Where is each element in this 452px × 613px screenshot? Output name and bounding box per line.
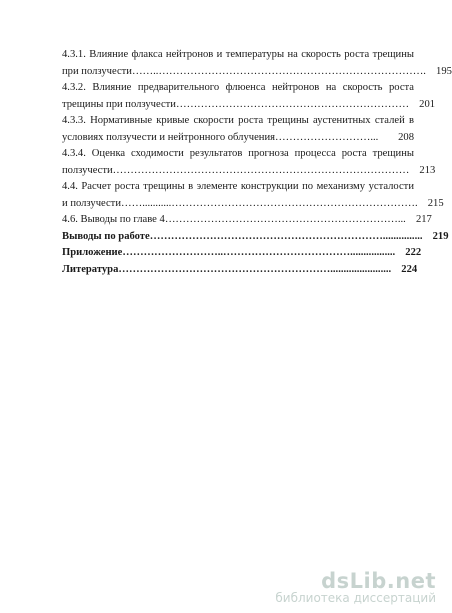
watermark-logo-ds: ds (321, 569, 350, 593)
toc-entry-title: Литература (62, 263, 119, 275)
toc-entry-title: при ползучести (62, 65, 132, 77)
toc-leader-dots: ………………………………………………………… (175, 98, 410, 110)
toc-leader-dots: ……………………………………………………....................... (118, 263, 392, 275)
toc-entry-title: 4.6. Выводы по главе 4 (62, 214, 165, 225)
toc-leader-dots: ……..…………………………………………………………………. (131, 65, 426, 77)
toc-leader-dots: …………………………………………………………... (164, 214, 406, 225)
toc-entry-last-line (62, 245, 422, 262)
toc-entry (62, 262, 418, 279)
toc-leader-dots: ………………………………………………………………………… (112, 164, 410, 176)
watermark-subtitle: библиотека диссертаций (275, 591, 436, 605)
toc-page-number: 195 (436, 65, 452, 77)
toc-page-number: 208 (398, 131, 414, 143)
toc-entry-line: 4.3.2. Влияние предварительного флюенса нейтронов на скорость роста (62, 82, 414, 93)
toc-entry-last-line (62, 97, 436, 114)
watermark-logo-lib: Lib.net (349, 569, 436, 593)
toc-entry-title: трещины при ползучести (62, 98, 176, 110)
toc-entry (62, 229, 449, 246)
toc-page-number: 217 (415, 214, 432, 225)
toc-entry (62, 113, 414, 146)
toc-entry (62, 146, 436, 179)
watermark-logo (275, 569, 436, 593)
toc-page-number: 224 (401, 263, 418, 275)
toc-entry-last-line (62, 262, 418, 279)
toc-entry-last-line (62, 196, 444, 213)
toc-entry (62, 47, 452, 80)
toc-entry (62, 245, 422, 262)
toc-entry (62, 212, 432, 229)
toc-entry (62, 179, 444, 212)
toc-entry-title: Выводы по работе (62, 230, 150, 242)
toc-entry-last-line (62, 212, 432, 229)
dslib-watermark (275, 569, 436, 605)
toc-entry-last-line (62, 163, 436, 180)
toc-entry-title: ползучести (62, 164, 113, 176)
toc-page-number: 201 (419, 98, 436, 110)
toc-leader-dots: …………………………………………………………............... (149, 230, 423, 242)
toc-page-number: 219 (432, 230, 449, 242)
toc-entry-line: 4.3.3. Нормативные кривые скорости роста трещины аустенитных сталей в (62, 115, 414, 126)
toc-page-number: 215 (427, 197, 444, 209)
toc-entry-line: 4.4. Расчет роста трещины в элементе конструкции по механизму усталости (62, 181, 414, 192)
toc-entry-last-line (62, 229, 449, 246)
toc-entry-last-line (62, 64, 452, 81)
toc-entry-line: 4.3.4. Оценка сходимости результатов прогноза процесса роста трещины (62, 148, 414, 159)
toc-page-number: 222 (405, 247, 422, 258)
toc-entry-line: 4.3.1. Влияние флакса нейтронов и температуры на скорость роста трещины (62, 49, 414, 60)
toc-leader-dots: ………………………..………………………………................. (122, 247, 396, 258)
toc-entry-title: Приложение (62, 247, 123, 258)
toc-leader-dots: ……...........……………………………………………………………. (121, 197, 418, 209)
toc-leader-dots: ………………………... (275, 131, 379, 143)
toc-entry (62, 80, 436, 113)
table-of-contents (62, 47, 452, 278)
toc-entry-last-line (62, 130, 414, 147)
toc-entry-title: и ползучести (62, 197, 121, 209)
toc-page-number: 213 (419, 164, 436, 176)
toc-entry-title: условиях ползучести и нейтронного облучения (62, 131, 276, 143)
